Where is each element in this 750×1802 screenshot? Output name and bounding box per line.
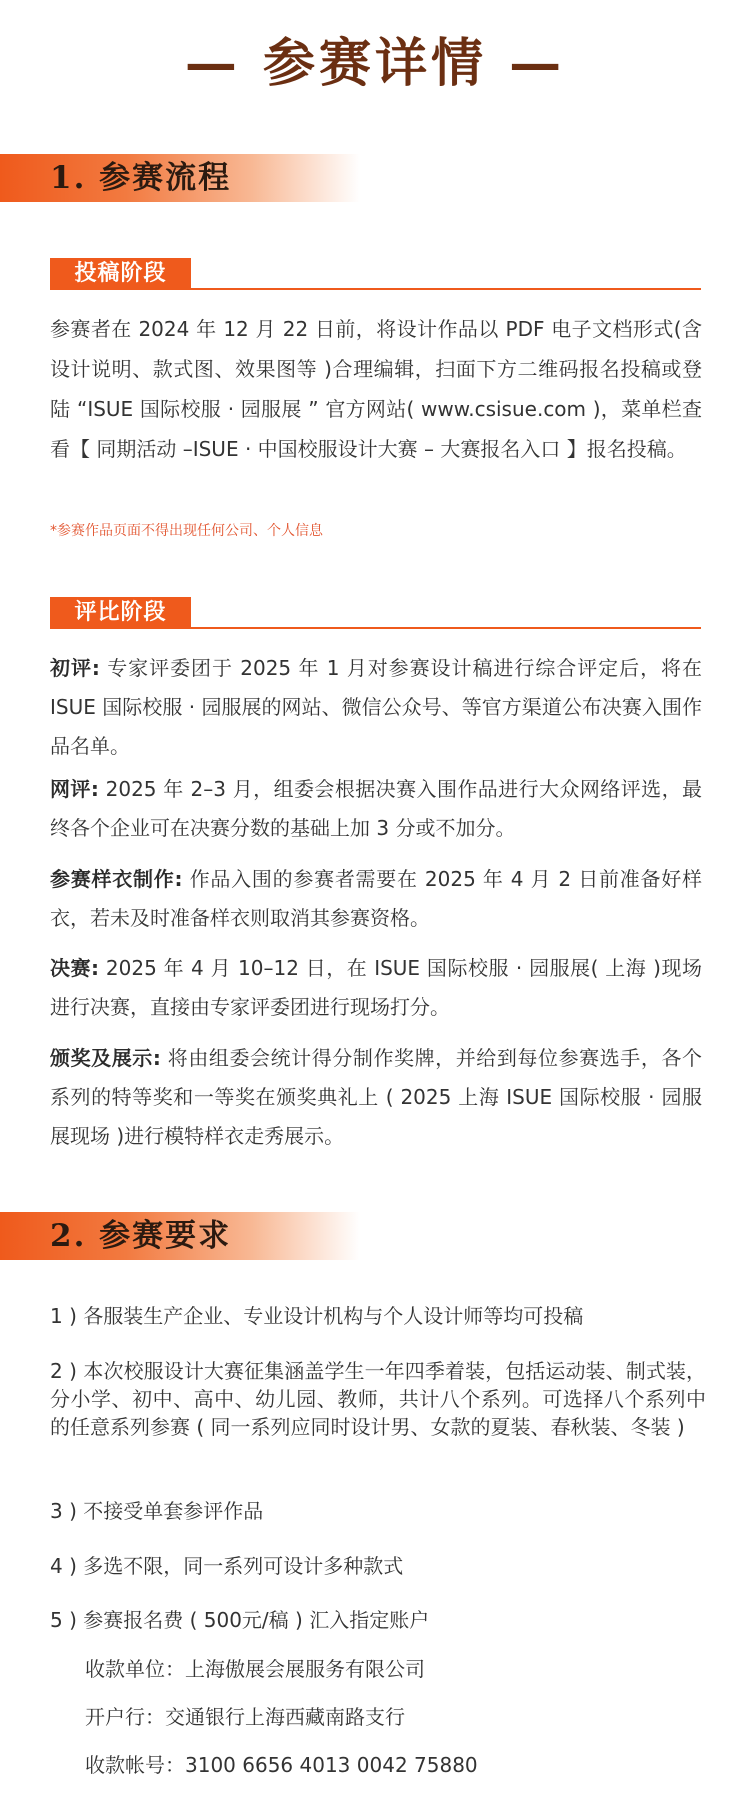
- account-payee: 收款单位：上海傲展会展服务有限公司: [85, 1657, 425, 1681]
- review-item-preliminary: [50, 649, 702, 766]
- subhead-submit-stage: [50, 258, 701, 290]
- divider-line: [50, 627, 701, 629]
- review-item-label: 颁奖及展示:: [50, 1046, 161, 1070]
- requirement-item: 1 ) 各服装生产企业、专业设计机构与个人设计师等均可投稿: [50, 1304, 584, 1328]
- submit-stage-text: 参赛者在 2024 年 12 月 22 日前，将设计作品以 PDF 电子文档形式(含设计说明、款式图、效果图等 )合理编辑，扫面下方二维码报名投稿或登陆 “ISUE 国际校服 · 园服展 ” 官方网站( www.csisue.com )，菜单栏查看【 同期活动 –ISUE · 中国校服设计大赛 – 大赛报名入口 】报名投稿。: [50, 317, 702, 461]
- requirement-item: 5 ) 参赛报名费 ( 500元/稿 ) 汇入指定账户: [50, 1608, 430, 1632]
- section-banner-process: [0, 154, 360, 202]
- review-item-label: 决赛:: [50, 956, 100, 980]
- tag-submit-stage: 投稿阶段: [50, 258, 191, 289]
- review-item-label: 网评:: [50, 777, 99, 801]
- review-item-text: 将由组委会统计得分制作奖牌，并给到每位参赛选手，各个系列的特等奖和一等奖在颁奖典礼上 ( 2025 上海 ISUE 国际校服 · 园服展现场 )进行模特样衣走秀展示。: [50, 1046, 702, 1148]
- review-item-award: [50, 1039, 702, 1156]
- review-item-label: 初评:: [50, 656, 100, 680]
- requirement-item: 2 ) 本次校服设计大赛征集涵盖学生一年四季着装，包括运动装、制式装，分小学、初中、高中、幼儿园、教师，共计八个系列。可选择八个系列中的任意系列参赛 ( 同一系列应同时设计男、女款的夏装、春秋装、冬装 ): [50, 1359, 706, 1439]
- review-item-label: 参赛样衣制作:: [50, 867, 183, 891]
- review-item-sample: [50, 860, 702, 938]
- account-number: 收款帐号：3100 6656 4013 0042 75880: [85, 1753, 478, 1777]
- review-item-text: 2025 年 2–3 月，组委会根据决赛入围作品进行大众网络评选，最终各个企业可在决赛分数的基础上加 3 分或不加分。: [50, 777, 702, 840]
- review-item-text: 作品入围的参赛者需要在 2025 年 4 月 2 日前准备好样衣，若未及时准备样衣则取消其参赛资格。: [50, 867, 702, 930]
- privacy-note: *参赛作品页面不得出现任何公司、个人信息: [50, 523, 323, 539]
- review-item-online: [50, 770, 702, 848]
- review-item-text: 2025 年 4 月 10–12 日，在 ISUE 国际校服 · 园服展( 上海 )现场进行决赛，直接由专家评委团进行现场打分。: [50, 956, 702, 1019]
- requirement-item: 4 ) 多选不限，同一系列可设计多种款式: [50, 1554, 404, 1578]
- review-item-final: [50, 949, 702, 1027]
- subhead-review-stage: [50, 597, 701, 629]
- page-title: — 参赛详情 —: [184, 33, 566, 94]
- section-banner-requirements: [0, 1212, 360, 1260]
- requirement-item: 3 ) 不接受单套参评作品: [50, 1499, 264, 1523]
- divider-line: [50, 288, 701, 290]
- section-title-requirements: 2. 参赛要求: [50, 1218, 232, 1254]
- section-title-process: 1. 参赛流程: [50, 160, 232, 196]
- tag-review-stage: 评比阶段: [50, 597, 191, 628]
- account-bank: 开户行：交通银行上海西藏南路支行: [85, 1705, 405, 1729]
- review-item-text: 专家评委团于 2025 年 1 月对参赛设计稿进行综合评定后，将在 ISUE 国际校服 · 园服展的网站、微信公众号、等官方渠道公布决赛入围作品名单。: [50, 656, 702, 758]
